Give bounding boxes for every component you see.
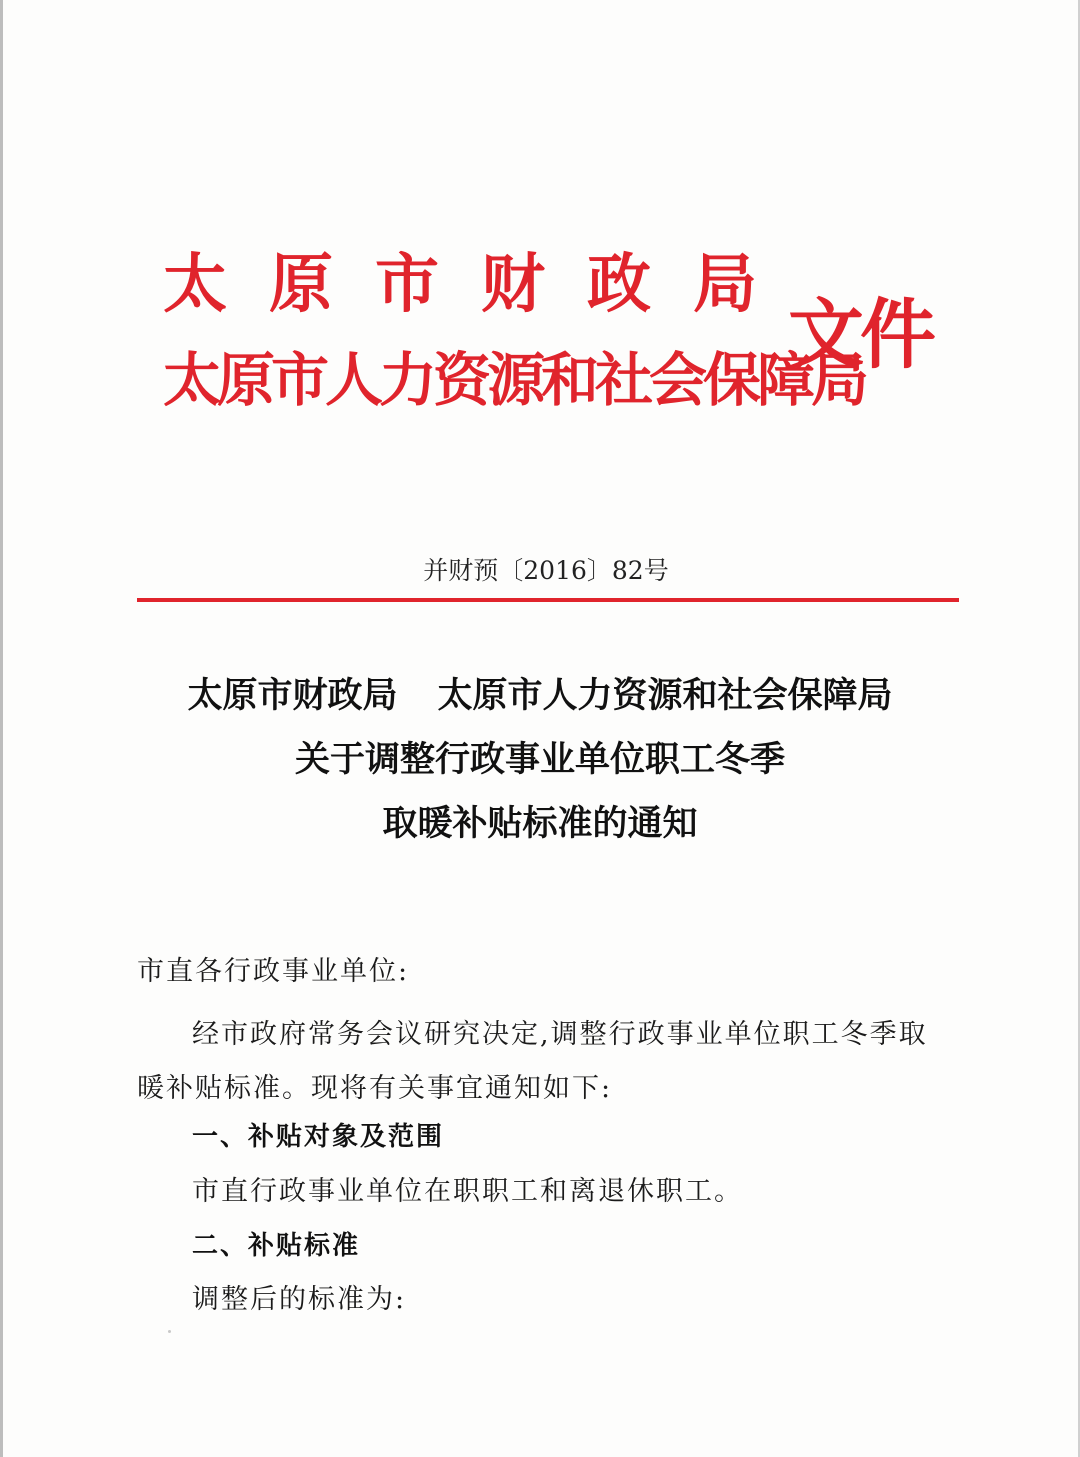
addressee: 市直各行政事业单位: (137, 956, 410, 987)
title-issuer-hrss: 太原市人力资源和社会保障局 (437, 675, 893, 716)
red-separator-line (137, 598, 959, 602)
section-1-text: 市直行政事业单位在职职工和离退休职工。 (192, 1176, 743, 1207)
intro-paragraph: 经市政府常务会议研究决定,调整行政事业单位职工冬季取暖补贴标准。现将有关事宜通知如下: (137, 1019, 928, 1104)
title-line-1 (0, 664, 1080, 728)
section-2-heading: 二、补贴标准 (192, 1231, 361, 1261)
title-line-2: 关于调整行政事业单位职工冬季 (294, 739, 785, 780)
section-1-heading: 一、补贴对象及范围 (192, 1122, 445, 1152)
document-title (0, 664, 1080, 856)
document-number: 并财预〔2016〕82号 (423, 556, 669, 585)
masthead-issuer-finance: 太原市财政局 (163, 247, 799, 322)
section-2-text: 调整后的标准为: (192, 1284, 407, 1315)
masthead-issuer-hrss: 太原市人力资源和社会保障局 (163, 346, 866, 414)
masthead-document-label: 文件 (788, 290, 932, 379)
scan-speck (168, 1330, 171, 1333)
title-issuer-finance: 太原市财政局 (187, 675, 398, 716)
title-line-3: 取暖补贴标准的通知 (382, 803, 698, 844)
